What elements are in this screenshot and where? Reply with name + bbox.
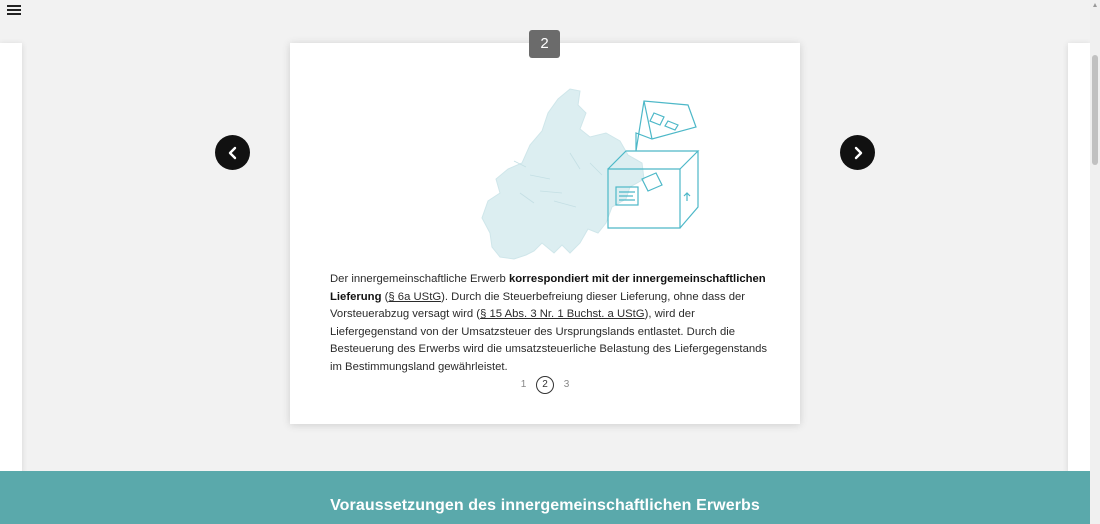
text-prefix: Der innergemeinschaftliche Erwerb [330,273,509,285]
link-6a-ustg[interactable]: § 6a UStG [388,290,442,303]
text-middle: ). Durch die Steuerbefreiung dieser Lieferung, ohne dass der Vorsteuerabzug versagt wird ( [330,290,746,321]
section-title: Voraussetzungen des innergemeinschaftlichen Erwerbs [330,497,760,514]
hamburger-menu-icon[interactable] [7,3,21,17]
scrollbar-thumb[interactable] [1092,55,1098,165]
europe-map-shape [482,89,644,259]
text-segment: ( [381,290,389,303]
previous-slide-card[interactable] [0,43,22,473]
europe-map-with-package-illustration [430,83,710,263]
section-header [0,471,1090,524]
slide-card [290,43,800,424]
slide-pager [290,376,800,394]
chevron-right-icon [851,146,865,160]
next-slide-card[interactable] [1068,43,1090,473]
pager-page-1[interactable]: 1 [520,379,527,390]
slide-text [330,271,770,377]
next-slide-button[interactable] [840,135,875,170]
previous-slide-button[interactable] [215,135,250,170]
pager-page-3[interactable]: 3 [563,379,570,390]
scroll-up-arrow-icon[interactable] [1093,3,1097,7]
slide-number-badge: 2 [529,30,560,58]
link-15-ustg[interactable]: § 15 Abs. 3 Nr. 1 Buchst. a UStG [480,308,645,321]
chevron-left-icon [226,146,240,160]
text-suffix: ), wird der Liefergegenstand von der Umsatzsteuer des Ursprungslands entlastet. Durch die Besteuerung des Erwerbs wird die umsatzsteuerliche Belastung des Liefergegenstands im Bestimmungsland gewährleistet. [330,308,768,373]
pager-page-2[interactable]: 2 [536,376,554,394]
text-bold: korrespondiert mit der innergemeinschaftlichen Lieferung [330,273,766,303]
